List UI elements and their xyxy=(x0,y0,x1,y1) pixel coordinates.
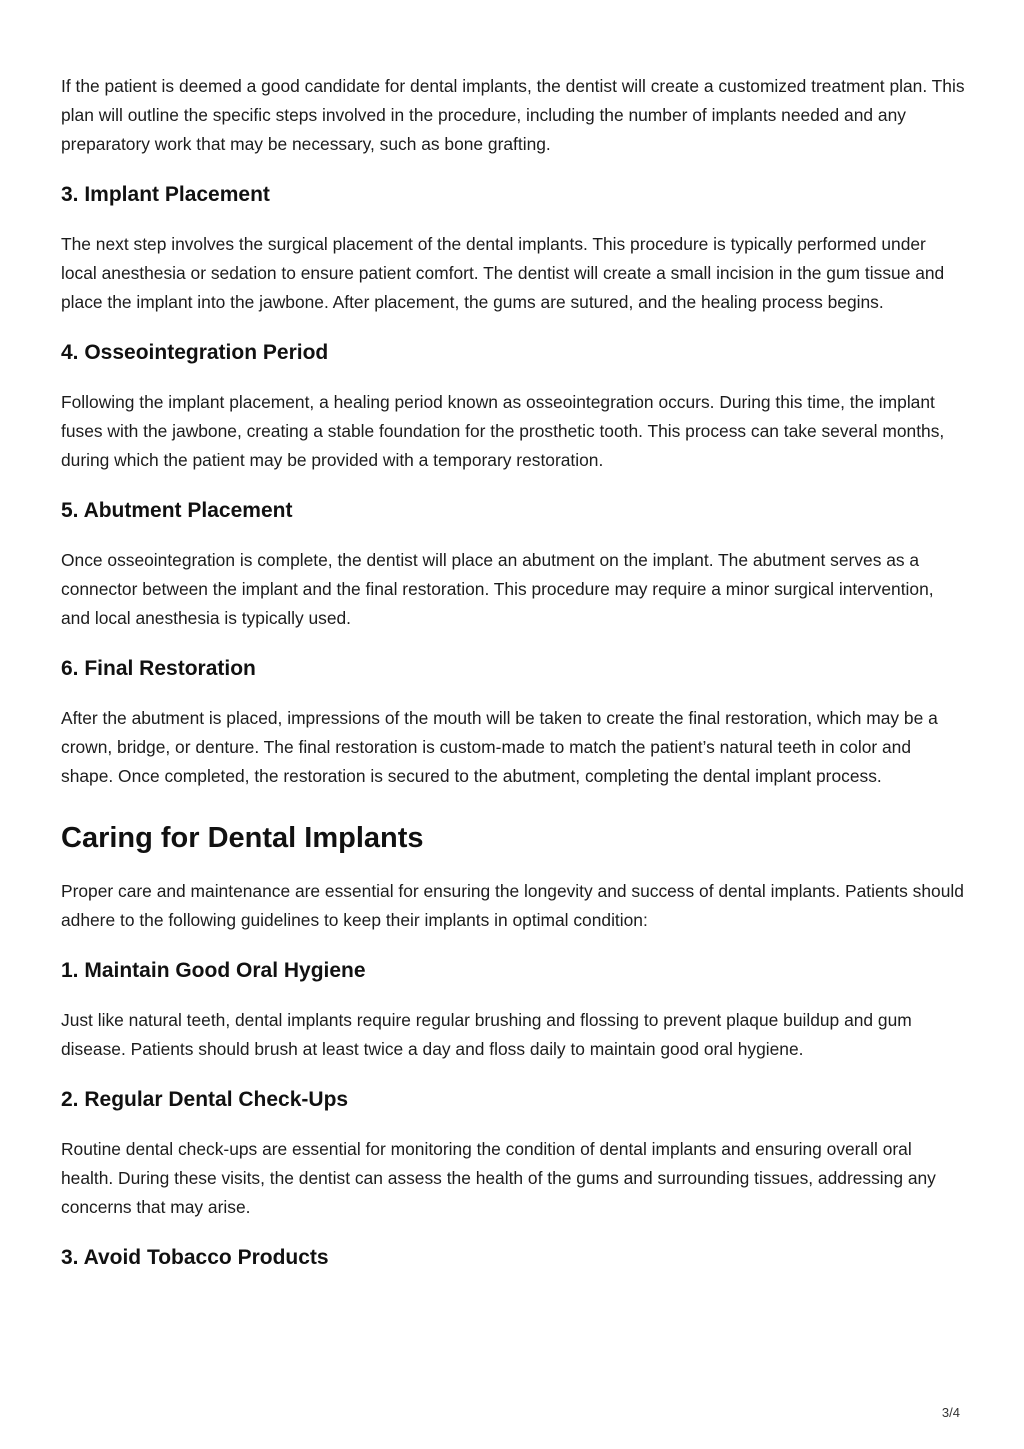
step-heading-abutment-placement: 5. Abutment Placement xyxy=(61,499,293,522)
step-body-final-restoration: After the abutment is placed, impressions of the mouth will be taken to create the final restoration, which may be a crown, bridge, or denture. The final restoration is custom-made to match the patient’s natural teeth in color and shape. Once completed, the restoration is secured to the abutment, completing the dental implant process. xyxy=(61,708,938,786)
care-heading-avoid-tobacco: 3. Avoid Tobacco Products xyxy=(61,1246,329,1269)
document-page xyxy=(61,72,966,1272)
caring-intro-paragraph: Proper care and maintenance are essential for ensuring the longevity and success of dental implants. Patients should adhere to the following guidelines to keep their implants in optimal condition: xyxy=(61,881,964,930)
care-heading-oral-hygiene: 1. Maintain Good Oral Hygiene xyxy=(61,959,366,982)
care-body-oral-hygiene: Just like natural teeth, dental implants require regular brushing and flossing to prevent plaque buildup and gum disease. Patients should brush at least twice a day and floss daily to maintain good oral hygiene. xyxy=(61,1010,912,1059)
section-title-caring: Caring for Dental Implants xyxy=(61,822,424,854)
care-body-check-ups: Routine dental check-ups are essential for monitoring the condition of dental implants and ensuring overall oral health. During these visits, the dentist can assess the health of the gums and surrounding tissues, addressing any concerns that may arise. xyxy=(61,1139,936,1217)
page-number: 3/4 xyxy=(941,1405,960,1420)
step-heading-osseointegration: 4. Osseointegration Period xyxy=(61,341,329,364)
treatment-plan-paragraph: If the patient is deemed a good candidate for dental implants, the dentist will create a customized treatment plan. This plan will outline the specific steps involved in the procedure, including the number of implants needed and any preparatory work that may be necessary, such as bone grafting. xyxy=(61,76,965,154)
step-body-abutment-placement: Once osseointegration is complete, the dentist will place an abutment on the implant. The abutment serves as a connector between the implant and the final restoration. This procedure may require a minor surgical intervention, and local anesthesia is typically used. xyxy=(61,550,934,628)
step-heading-final-restoration: 6. Final Restoration xyxy=(61,657,256,680)
step-body-osseointegration: Following the implant placement, a healing period known as osseointegration occurs. During this time, the implant fuses with the jawbone, creating a stable foundation for the prosthetic tooth. This process can take several months, during which the patient may be provided with a temporary restoration. xyxy=(61,392,945,470)
care-heading-check-ups: 2. Regular Dental Check-Ups xyxy=(61,1088,349,1111)
step-heading-implant-placement: 3. Implant Placement xyxy=(61,183,270,206)
step-body-implant-placement: The next step involves the surgical placement of the dental implants. This procedure is typically performed under local anesthesia or sedation to ensure patient comfort. The dentist will create a small incision in the gum tissue and place the implant into the jawbone. After placement, the gums are sutured, and the healing process begins. xyxy=(61,234,945,312)
